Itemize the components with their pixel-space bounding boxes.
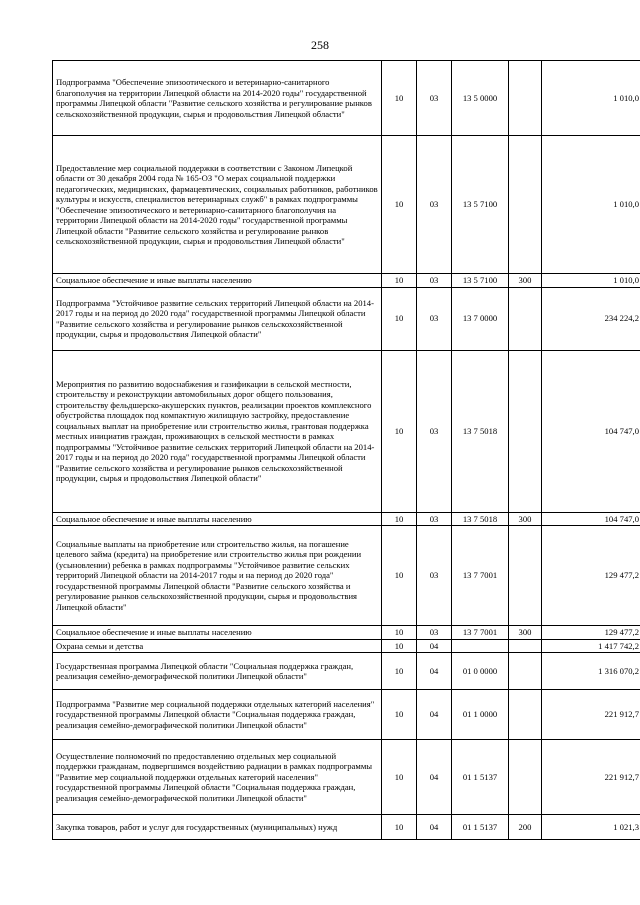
row-target-article-cell: 01 0 0000 bbox=[452, 653, 509, 690]
row-section-cell: 10 bbox=[382, 287, 417, 350]
page-number: 258 bbox=[311, 38, 329, 52]
row-target-article-cell: 13 7 5018 bbox=[452, 350, 509, 512]
row-name-cell: Государственная программа Липецкой области "Социальная поддержка граждан, реализация семейно-демографической политики Липецкой области" bbox=[53, 653, 382, 690]
row-subsection-cell: 04 bbox=[417, 740, 452, 815]
row-amount-cell: 1 010,0 bbox=[542, 61, 640, 136]
row-subsection-cell: 03 bbox=[417, 287, 452, 350]
row-subsection-cell: 03 bbox=[417, 274, 452, 288]
row-section-cell: 10 bbox=[382, 61, 417, 136]
row-name-cell: Предоставление мер социальной поддержки в соответствии с Законом Липецкой области от 30 декабря 2004 года № 165-ОЗ "О мерах социальной поддержки педагогических, медицинских, фармацевтических, социальных работников, работников культуры и искусств, специалистов ветеринарных служб" в рамках подпрограммы "Обеспечение эпизоотического и ветеринарно-санитарного благополучия на территории Липецкой области на 2014-2020 годы" государственной программы Липецкой области "Развитие сельского хозяйства и регулирование рынков сельскохозяйственной продукции, сырья и продовольствия Липецкой области" bbox=[53, 136, 382, 274]
row-amount-cell: 104 747,0 bbox=[542, 350, 640, 512]
row-name-cell: Социальное обеспечение и иные выплаты населению bbox=[53, 626, 382, 640]
row-target-article-cell: 13 5 0000 bbox=[452, 61, 509, 136]
row-amount-cell: 234 224,2 bbox=[542, 287, 640, 350]
row-subsection-cell: 04 bbox=[417, 815, 452, 840]
row-section-cell: 10 bbox=[382, 274, 417, 288]
row-subsection-cell: 03 bbox=[417, 350, 452, 512]
table-row bbox=[53, 626, 640, 640]
row-expense-type-cell bbox=[509, 653, 542, 690]
row-subsection-cell: 04 bbox=[417, 639, 452, 653]
table-row bbox=[53, 287, 640, 350]
row-expense-type-cell bbox=[509, 136, 542, 274]
row-subsection-cell: 03 bbox=[417, 136, 452, 274]
row-subsection-cell: 04 bbox=[417, 690, 452, 740]
row-expense-type-cell bbox=[509, 61, 542, 136]
row-expense-type-cell: 300 bbox=[509, 274, 542, 288]
table-row bbox=[53, 136, 640, 274]
row-subsection-cell: 03 bbox=[417, 61, 452, 136]
row-expense-type-cell bbox=[509, 287, 542, 350]
row-target-article-cell: 01 1 5137 bbox=[452, 740, 509, 815]
row-name-cell: Социальное обеспечение и иные выплаты населению bbox=[53, 512, 382, 526]
table-row bbox=[53, 61, 640, 136]
row-amount-cell: 129 477,2 bbox=[542, 526, 640, 626]
row-section-cell: 10 bbox=[382, 350, 417, 512]
row-target-article-cell: 01 1 5137 bbox=[452, 815, 509, 840]
row-target-article-cell: 01 1 0000 bbox=[452, 690, 509, 740]
row-section-cell: 10 bbox=[382, 690, 417, 740]
table-row bbox=[53, 653, 640, 690]
budget-table-body bbox=[53, 61, 640, 840]
row-section-cell: 10 bbox=[382, 815, 417, 840]
row-expense-type-cell bbox=[509, 526, 542, 626]
row-section-cell: 10 bbox=[382, 512, 417, 526]
row-subsection-cell: 04 bbox=[417, 653, 452, 690]
row-amount-cell: 1 417 742,2 bbox=[542, 639, 640, 653]
table-row bbox=[53, 690, 640, 740]
row-expense-type-cell: 200 bbox=[509, 815, 542, 840]
row-amount-cell: 221 912,7 bbox=[542, 740, 640, 815]
row-name-cell: Социальное обеспечение и иные выплаты населению bbox=[53, 274, 382, 288]
row-section-cell: 10 bbox=[382, 136, 417, 274]
table-row bbox=[53, 815, 640, 840]
row-target-article-cell: 13 7 0000 bbox=[452, 287, 509, 350]
row-target-article-cell: 13 5 7100 bbox=[452, 274, 509, 288]
row-target-article-cell: 13 7 7001 bbox=[452, 626, 509, 640]
row-name-cell: Подпрограмма "Устойчивое развитие сельских территорий Липецкой области на 2014-2017 годы и на период до 2020 года" государственной программы Липецкой области "Развитие сельского хозяйства и регулирование рынков сельскохозяйственной продукции, сырья и продовольствия Липецкой области" bbox=[53, 287, 382, 350]
row-target-article-cell: 13 5 7100 bbox=[452, 136, 509, 274]
row-section-cell: 10 bbox=[382, 639, 417, 653]
row-section-cell: 10 bbox=[382, 653, 417, 690]
row-section-cell: 10 bbox=[382, 740, 417, 815]
table-row bbox=[53, 274, 640, 288]
row-name-cell: Закупка товаров, работ и услуг для государственных (муниципальных) нужд bbox=[53, 815, 382, 840]
row-name-cell: Социальные выплаты на приобретение или строительство жилья, на погашение целевого займа (кредита) на приобретение или строительство жилья при рождении (усыновлении) ребенка в рамках подпрограммы "Устойчивое развитие сельских территорий Липецкой области на 2014-2017 годы и на период до 2020 года" государственной программы Липецкой области "Развитие сельского хозяйства и регулирование рынков сельскохозяйственной продукции, сырья и продовольствия Липецкой области" bbox=[53, 526, 382, 626]
row-amount-cell: 1 316 070,2 bbox=[542, 653, 640, 690]
table-row bbox=[53, 740, 640, 815]
row-expense-type-cell bbox=[509, 350, 542, 512]
row-target-article-cell bbox=[452, 639, 509, 653]
row-amount-cell: 104 747,0 bbox=[542, 512, 640, 526]
row-target-article-cell: 13 7 5018 bbox=[452, 512, 509, 526]
row-name-cell: Мероприятия по развитию водоснабжения и газификации в сельской местности, строительству и реконструкции автомобильных дорог общего пользования, строительству фельдшерско-акушерских пунктов, реализации проектов комплексного обустройства площадок под компактную жилищную застройку, предоставление социальных выплат на приобретение или строительство жилья, грантовая поддержка местных инициатив граждан, проживающих в сельской местности в рамках подпрограммы "Устойчивое развитие сельских территорий Липецкой области на 2014-2017 годы и на период до 2020 года" государственной программы Липецкой области "Развитие сельского хозяйства и регулирование рынков сельскохозяйственной продукции, сырья и продовольствия Липецкой области" bbox=[53, 350, 382, 512]
row-amount-cell: 1 010,0 bbox=[542, 136, 640, 274]
row-name-cell: Охрана семьи и детства bbox=[53, 639, 382, 653]
row-target-article-cell: 13 7 7001 bbox=[452, 526, 509, 626]
row-amount-cell: 221 912,7 bbox=[542, 690, 640, 740]
row-subsection-cell: 03 bbox=[417, 512, 452, 526]
row-name-cell: Подпрограмма "Обеспечение эпизоотического и ветеринарно-санитарного благополучия на территории Липецкой области на 2014-2020 годы" государственной программы Липецкой области "Развитие сельского хозяйства и регулирование рынков сельскохозяйственной продукции, сырья и продовольствия Липецкой области" bbox=[53, 61, 382, 136]
row-expense-type-cell bbox=[509, 740, 542, 815]
row-name-cell: Осуществление полномочий по предоставлению отдельных мер социальной поддержки гражданам, подвергшимся воздействию радиации в рамках подпрограммы "Развитие мер социальной поддержки отдельных категорий населения" государственной программы Липецкой области "Социальная поддержка граждан, реализация семейно-демографической политики Липецкой области" bbox=[53, 740, 382, 815]
row-section-cell: 10 bbox=[382, 626, 417, 640]
row-amount-cell: 1 010,0 bbox=[542, 274, 640, 288]
row-name-cell: Подпрограмма "Развитие мер социальной поддержки отдельных категорий населения" государственной программы Липецкой области "Социальная поддержка граждан, реализация семейно-демографической политики Липецкой области" bbox=[53, 690, 382, 740]
table-row bbox=[53, 639, 640, 653]
table-row bbox=[53, 350, 640, 512]
row-subsection-cell: 03 bbox=[417, 526, 452, 626]
table-row bbox=[53, 512, 640, 526]
row-amount-cell: 1 021,3 bbox=[542, 815, 640, 840]
row-expense-type-cell: 300 bbox=[509, 626, 542, 640]
row-subsection-cell: 03 bbox=[417, 626, 452, 640]
budget-table bbox=[52, 60, 640, 840]
row-expense-type-cell bbox=[509, 690, 542, 740]
table-row bbox=[53, 526, 640, 626]
row-amount-cell: 129 477,2 bbox=[542, 626, 640, 640]
row-section-cell: 10 bbox=[382, 526, 417, 626]
row-expense-type-cell: 300 bbox=[509, 512, 542, 526]
row-expense-type-cell bbox=[509, 639, 542, 653]
